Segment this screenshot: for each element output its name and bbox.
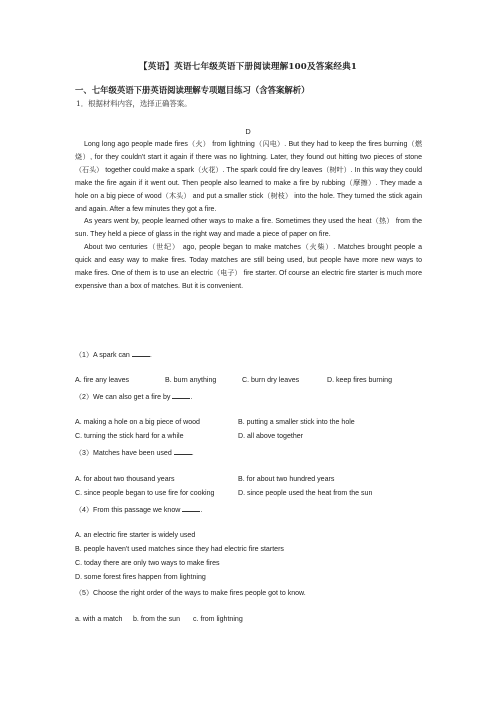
option-b[interactable]: B. putting a smaller stick into the hole xyxy=(238,419,355,426)
question-stem: （2）We can also get a fire by xyxy=(75,394,171,401)
question-1: （1）A spark can . xyxy=(75,349,152,360)
passage-paragraph: As years went by, people learned other ways to make a fire. Sometimes they used the heat（热） from the sun. They held a piece of glass in the right way and made a piece of paper on fire. xyxy=(75,218,422,239)
option-d[interactable]: D. since people used the heat from the sun xyxy=(238,490,373,497)
section-heading: 一、七年级英语下册英语阅读理解专项题目练习（含答案解析） xyxy=(75,85,310,95)
option-b[interactable]: B. burn anything xyxy=(165,377,217,384)
option-d[interactable]: D. keep fires burning xyxy=(327,377,393,384)
option-c[interactable]: C. burn dry leaves xyxy=(242,377,300,384)
answer-blank xyxy=(182,504,200,512)
passage-body xyxy=(75,139,422,294)
answer-blank xyxy=(174,447,192,455)
option-a[interactable]: A. making a hole on a big piece of wood xyxy=(75,419,200,426)
option-c[interactable]: C. today there are only two ways to make fires xyxy=(75,560,220,567)
question-3: （3）Matches have been used . xyxy=(75,447,194,458)
question-stem: （5）Choose the right order of the ways to make fires people got to know. xyxy=(75,590,306,597)
question-5 xyxy=(75,588,306,598)
option-c[interactable]: C. turning the stick hard for a while xyxy=(75,433,184,440)
document-title: 【英语】英语七年级英语下册阅读理解100及答案经典1 xyxy=(138,62,358,72)
question-2: （2）We can also get a fire by . xyxy=(75,391,192,402)
option-a[interactable]: A. for about two thousand years xyxy=(75,476,175,483)
question-4: （4）From this passage we know . xyxy=(75,504,202,515)
option-d[interactable]: D. all above together xyxy=(238,433,304,440)
option-d[interactable]: D. some forest fires happen from lightning xyxy=(75,574,206,581)
order-item-c: c. from lightning xyxy=(193,616,243,623)
question-stem: （1）A spark can xyxy=(75,352,130,359)
option-a[interactable]: A. an electric fire starter is widely used xyxy=(75,532,196,539)
answer-blank xyxy=(172,391,190,399)
passage-paragraph: About two centuries（世纪） ago, people began to make matches（火柴）. Matches brought people a quick and easy way to make fires. Today matches are still being used, but people have more new ways to make fires. One of them is to use an electric（电子） fire starter. Of course an electric fire starter is much more expensive than a box of matches. But it is convenient. xyxy=(75,244,422,290)
answer-blank xyxy=(132,349,150,357)
passage-letter: D xyxy=(245,127,251,136)
question-stem: （4）From this passage we know xyxy=(75,507,181,514)
instruction-text: 1．根据材料内容，选择正确答案。 xyxy=(76,99,192,108)
option-b[interactable]: B. for about two hundred years xyxy=(238,476,335,483)
option-b[interactable]: B. people haven't used matches since they had electric fire starters xyxy=(75,546,284,553)
question-stem: （3）Matches have been used xyxy=(75,450,172,457)
option-a[interactable]: A. fire any leaves xyxy=(75,377,130,384)
passage-paragraph: Long long ago people made fires（火） from lightning（闪电）. But they had to keep the fires burning（燃烧）, for they couldn't start it again if there was no lightning. Later, they found out hitting two pieces of stone（石头） together could make a spark（火花）. The spark could fire dry leaves（树叶）. In this way they could make the fire again if it went out. Then people also learned to make a fire by rubbing（摩擦）. They made a hole on a big piece of wood（木头） and put a smaller stick（树枝） into the hole. They turned the stick again and again. After a few minutes they got a fire. xyxy=(75,141,422,213)
order-item-a: a. with a match xyxy=(75,616,123,623)
option-c[interactable]: C. since people began to use fire for cooking xyxy=(75,490,215,497)
order-item-b: b. from the sun xyxy=(133,616,181,623)
